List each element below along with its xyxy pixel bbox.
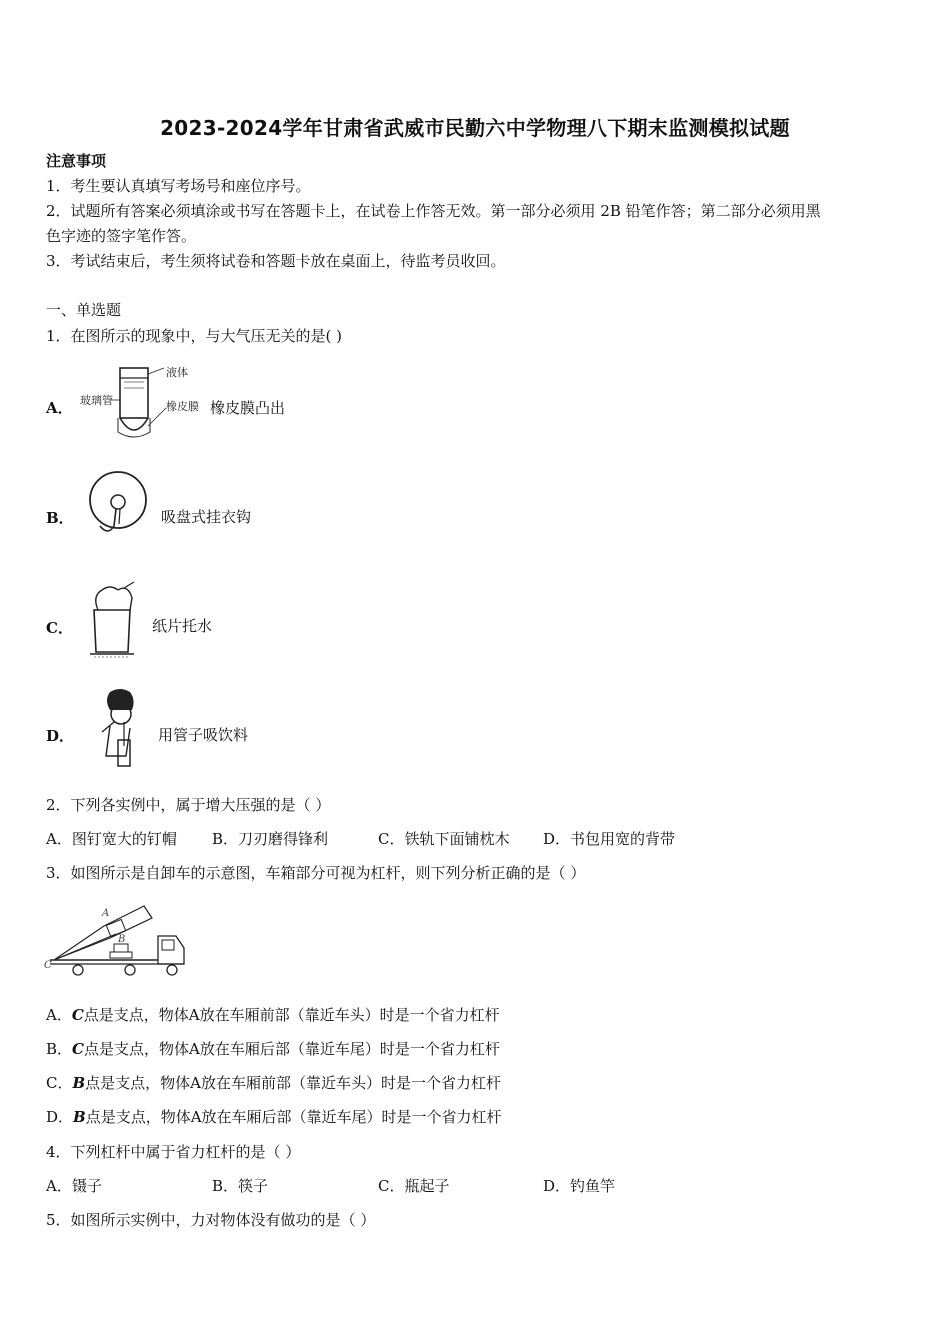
q3-option-c [46, 1073, 501, 1093]
q2-option-c: C．铁轨下面铺枕木 [378, 830, 510, 848]
notice-item-3: 3．考试结束后，考生须将试卷和答题卡放在桌面上，待监考员收回。 [46, 252, 506, 270]
suction-hook-figure [86, 468, 150, 540]
q3-option-d-point: B [73, 1108, 86, 1126]
notice-heading: 注意事项 [46, 152, 107, 170]
glass-tube-figure [80, 360, 210, 445]
q2-option-a: A．图钉宽大的钉帽 [46, 830, 177, 848]
q4-option-d: D．钓鱼竿 [543, 1177, 616, 1195]
fig-label-c: C [44, 960, 52, 971]
fig-label-rubber-film: 橡皮膜 [166, 400, 199, 413]
q4-option-c: C．瓶起子 [378, 1177, 450, 1195]
paper-water-figure [84, 580, 140, 658]
q3-option-a-label: A． [46, 1006, 72, 1024]
q5-stem: 5．如图所示实例中，力对物体没有做功的是（ ） [46, 1211, 376, 1229]
q1-option-c-text: 纸片托水 [152, 617, 213, 635]
page-title: 2023-2024学年甘肃省武威市民勤六中学物理八下期末监测模拟试题 [160, 116, 790, 140]
q3-option-c-point: B [72, 1074, 86, 1092]
q2-stem: 2．下列各实例中，属于增大压强的是（ ） [46, 796, 331, 814]
q3-option-b-label: B． [46, 1040, 73, 1058]
q2-option-d: D．书包用宽的背带 [543, 830, 676, 848]
fig-label-b: B [118, 934, 126, 945]
q1-option-c-label: C． [46, 619, 73, 637]
q1-option-b-label: B． [46, 509, 74, 527]
q4-option-b: B．筷子 [212, 1177, 269, 1195]
section-heading: 一、单选题 [46, 301, 122, 319]
q1-option-a-text: 橡皮膜凸出 [210, 399, 286, 417]
q3-option-d [46, 1107, 502, 1127]
fig-label-glass-tube: 玻璃管 [80, 394, 113, 407]
q3-option-b [46, 1039, 500, 1059]
straw-drink-figure [96, 686, 142, 772]
q1-option-d-label: D． [46, 727, 75, 745]
q3-option-a [46, 1005, 500, 1025]
q3-option-d-text: 点是支点，物体A放在车厢后部（靠近车尾）时是一个省力杠杆 [85, 1108, 502, 1126]
q3-option-c-text: 点是支点，物体A放在车厢前部（靠近车头）时是一个省力杠杆 [85, 1074, 502, 1092]
fig-label-liquid: 液体 [166, 366, 188, 379]
q3-option-b-point: C [72, 1040, 84, 1058]
q3-option-c-label: C． [46, 1074, 73, 1092]
q3-option-d-label: D． [46, 1108, 74, 1126]
q1-option-a-label: A． [46, 399, 73, 417]
q2-option-b: B．刀刃磨得锋利 [212, 830, 329, 848]
q3-option-a-point: C [71, 1006, 84, 1024]
dump-truck-figure [44, 898, 190, 982]
q3-option-a-text: 点是支点，物体A放在车厢前部（靠近车头）时是一个省力杠杆 [83, 1006, 500, 1024]
notice-item-2-cont: 色字迹的签字笔作答。 [46, 227, 197, 245]
notice-item-1: 1．考生要认真填写考场号和座位序号。 [46, 177, 311, 195]
q1-option-d-text: 用管子吸饮料 [158, 726, 249, 744]
q3-stem: 3．如图所示是自卸车的示意图，车箱部分可视为杠杆，则下列分析正确的是（ ） [46, 864, 586, 882]
fig-label-a: A [102, 908, 110, 919]
q1-option-b-text: 吸盘式挂衣钩 [161, 508, 252, 526]
q4-option-a: A．镊子 [46, 1177, 102, 1195]
q4-stem: 4．下列杠杆中属于省力杠杆的是（ ） [46, 1143, 301, 1161]
notice-item-2: 2．试题所有答案必须填涂或书写在答题卡上，在试卷上作答无效。第一部分必须用 2B 铅笔作答；第二部分必须用黑 [46, 202, 821, 220]
q3-option-b-text: 点是支点，物体A放在车厢后部（靠近车尾）时是一个省力杠杆 [83, 1040, 500, 1058]
q1-stem: 1．在图所示的现象中，与大气压无关的是( ) [46, 327, 343, 345]
